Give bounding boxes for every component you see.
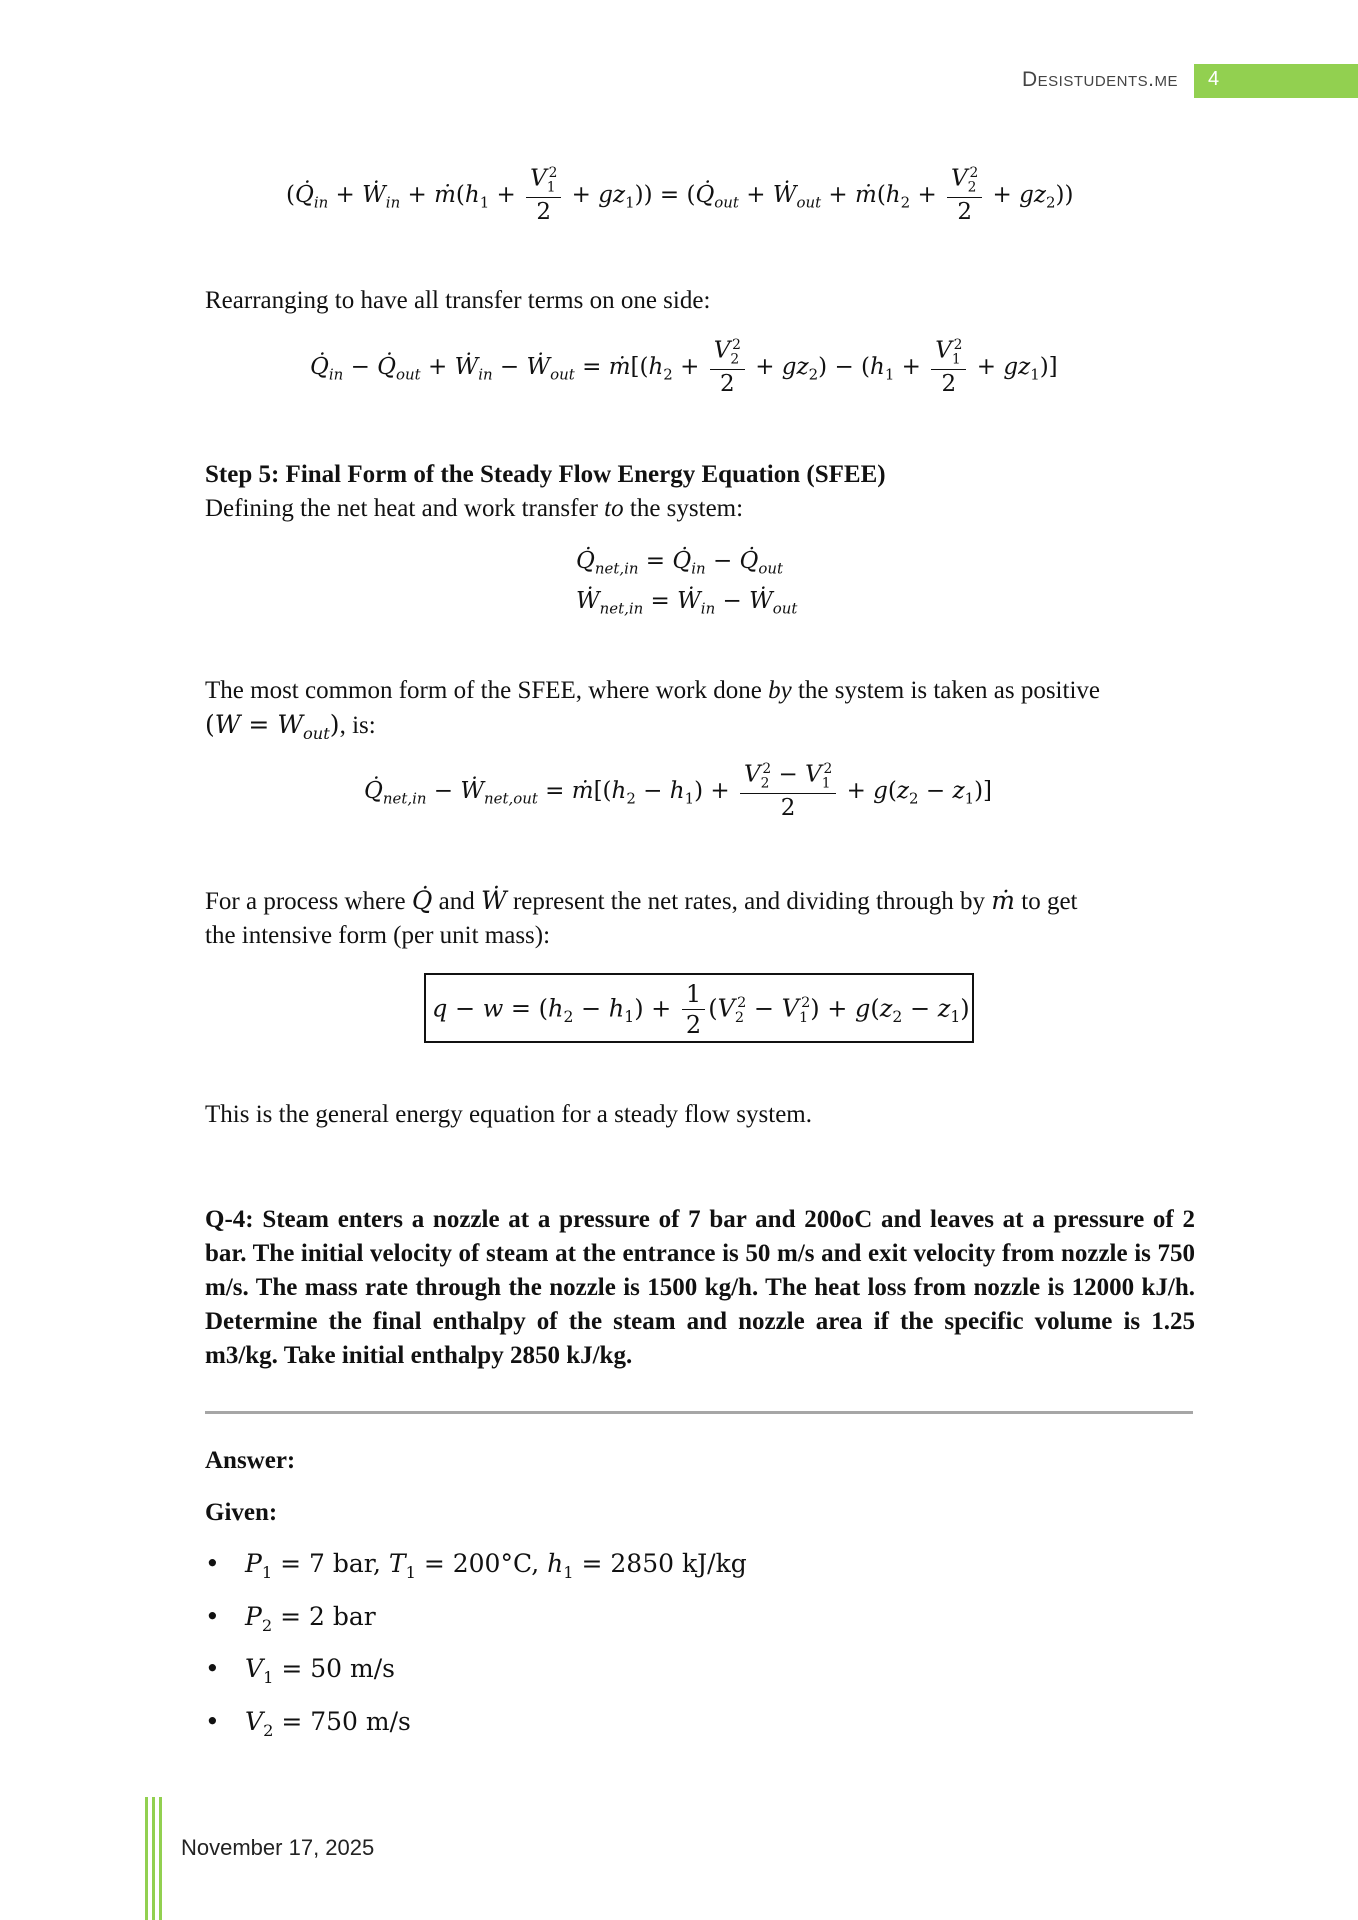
- step5-description: Defining the net heat and work transfer to the system:: [205, 495, 744, 522]
- given-label: Given:: [205, 1499, 278, 1526]
- rearranging-text: Rearranging to have all transfer terms on one side:: [205, 287, 711, 314]
- question-q4: Q-4: Steam enters a nozzle at a pressure of 7 bar and 200oC and leaves at a pressure of 2 bar. The initial velocity of steam at the entrance is 50 m/s and exit velocity from nozzle is 750 m/s. The mass rate through the nozzle is 1500 kg/h. The heat loss from nozzle is 12000 kJ/h. Determine the final enthalpy of the steam and nozzle area if the specific volume is 1.25 m3/kg. Take initial enthalpy 2850 kJ/kg.: [205, 1206, 1195, 1369]
- given-item: • $P_1 = 7$ bar, $T_1 = 200^\circ C$, $h_1 = 2850$ kJ/kg: [205, 1549, 747, 1582]
- process-text: For a process where Q̇ and Ẇ represent the net rates, and dividing through by ṁ to get the intensive form (per unit mass):: [205, 886, 1078, 949]
- rearranged-equation: $Q̇_{in}$ − $Q̇_{out}$ + Ẇ$_{in}$ − Ẇ$_{out}$ = $ṁ[(h_2$ + $\frac{V_2^2}{2}$ + $gz_2) - (h_1$ + $\frac{V_1^2}{2}$ + $gz_1$)]: [310, 337, 1058, 398]
- intensive-equation-box: $q - w = (h_2 - h_1)$ + $\frac{1}{2}$ $(V_2^2 - V_1^2) + g(z_2 - z_1)$: [424, 973, 974, 1043]
- page-number: 4: [1194, 64, 1358, 98]
- common-form-text: The most common form of the SFEE, where work done by the system is taken as positive $(W = W_{out})$, is:: [205, 677, 1100, 743]
- q-net-equation: $Q̇_{net,in}$ = $Q̇_{in}$ − $Q̇_{out}$: [576, 548, 784, 578]
- divider: [205, 1411, 1193, 1414]
- sfee-equation: $Q̇_{net,in}$ − Ẇ$_{net,out}$ = $ṁ[(h_2 - h_1)$ + $\frac{V_2^2 - V_1^2}{2}$ + $g(z_2 - z_1)$]: [364, 761, 993, 822]
- general-equation-text: This is the general energy equation for a steady flow system.: [205, 1101, 813, 1128]
- given-item: • $P_2 = 2$ bar: [205, 1602, 376, 1635]
- footer-date: November 17, 2025: [181, 1835, 375, 1860]
- footer-accent-bars: [145, 1797, 163, 1920]
- answer-label: Answer:: [205, 1447, 296, 1474]
- energy-balance-equation: ($Q̇_{in}$ + Ẇ$_{in}$ + $ṁ(h_1$ + $\frac{V_1^2}{2}$ + $gz_1$)) = ($Q̇_{out}$ + Ẇ$_{out}$ + $ṁ(h_2$ + $\frac{V_2^2}{2}$ + $gz_2$)): [286, 165, 1074, 226]
- w-net-equation: Ẇ$_{net,in}$ = Ẇ$_{in}$ − Ẇ$_{out}$: [576, 588, 798, 618]
- step5-title: Step 5: Final Form of the Steady Flow Energy Equation (SFEE): [205, 461, 886, 488]
- given-item: • $V_2 = 750$ m/s: [205, 1707, 411, 1740]
- given-item: • $V_1 = 50$ m/s: [205, 1654, 395, 1687]
- site-name: Desistudents.me: [1021, 68, 1178, 91]
